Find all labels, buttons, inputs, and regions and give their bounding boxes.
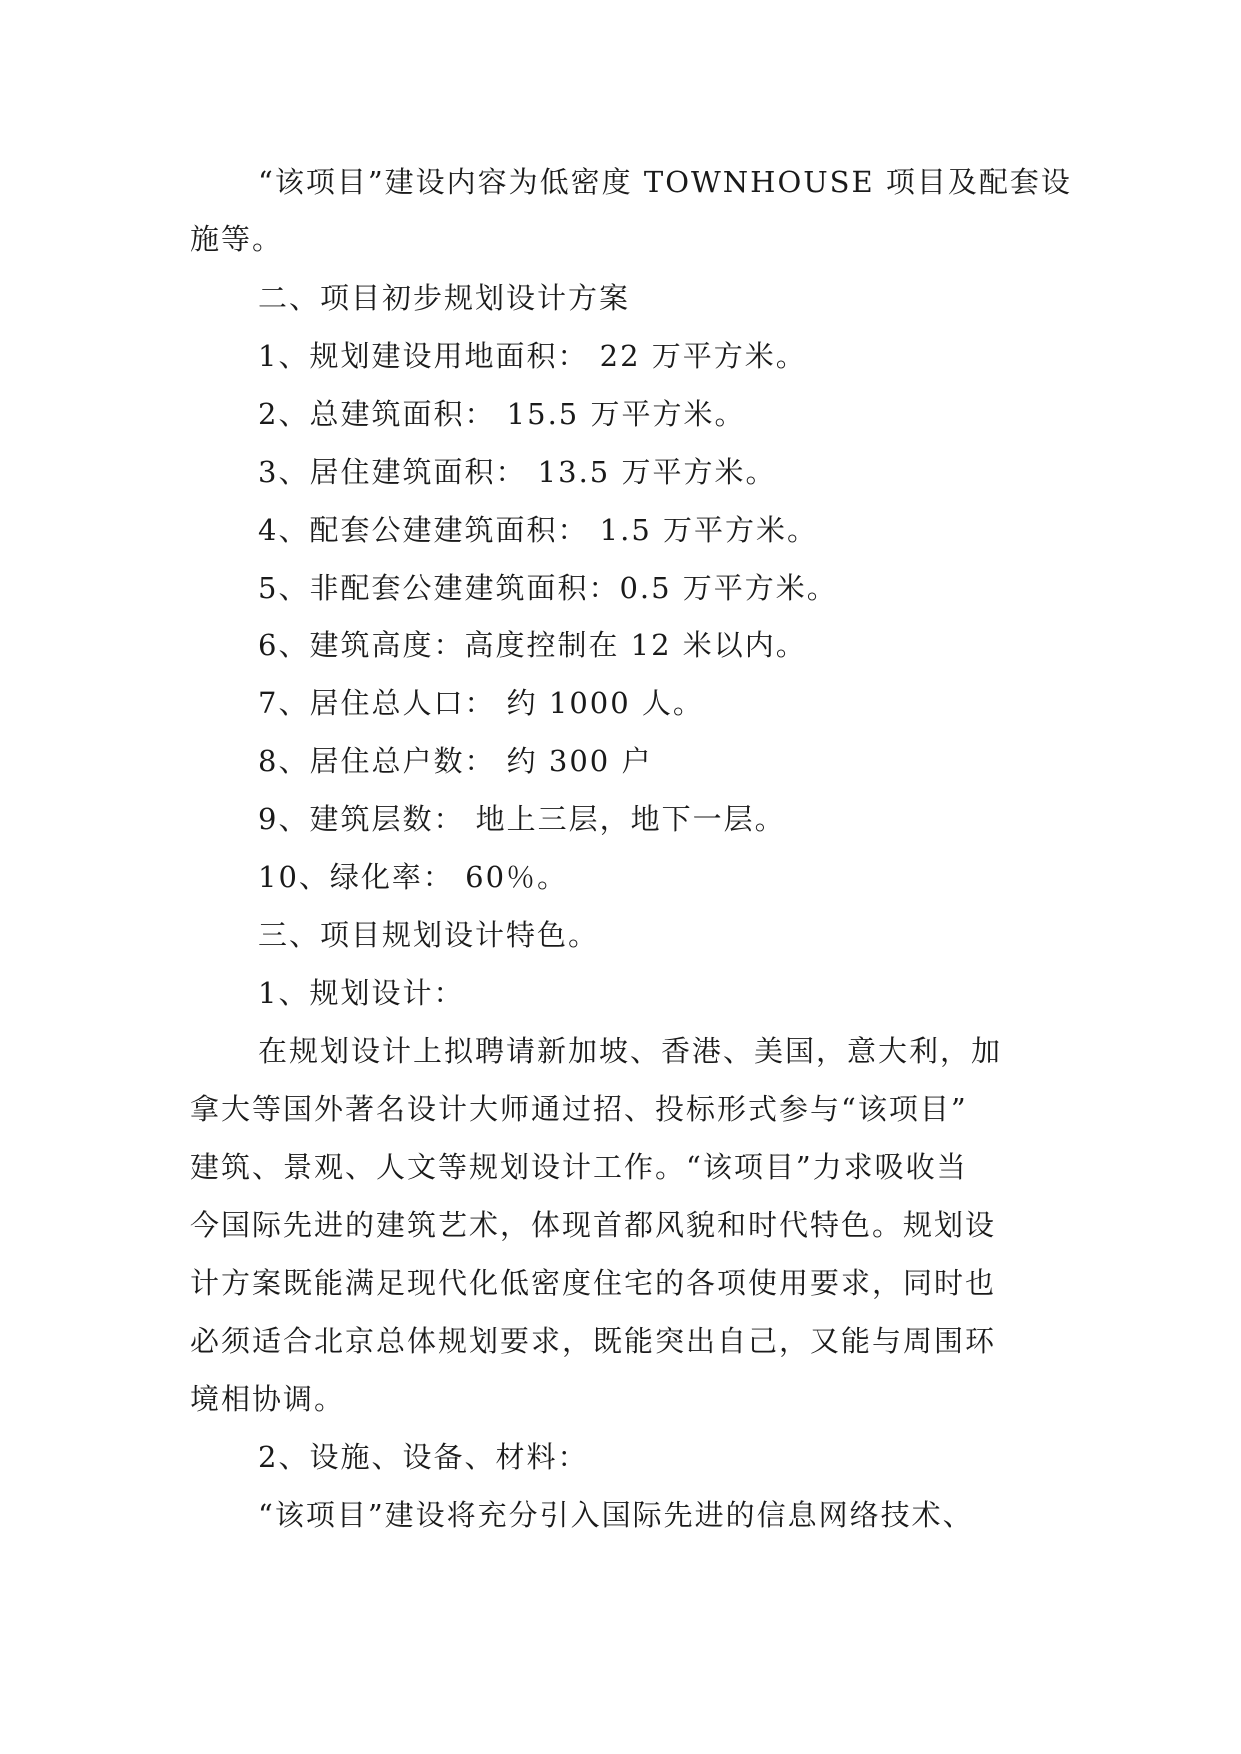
list-item: 5、非配套公建建筑面积：0.5 万平方米。 bbox=[258, 571, 838, 605]
list-item: 6、建筑高度：高度控制在 12 米以内。 bbox=[258, 628, 807, 662]
paragraph-line: 建筑、景观、人文等规划设计工作。“该项目”力求吸收当 bbox=[190, 1150, 968, 1184]
subsection-heading: 2、设施、设备、材料： bbox=[258, 1440, 589, 1474]
paragraph-line: 在规划设计上拟聘请新加坡、香港、美国，意大利，加 bbox=[258, 1034, 1003, 1068]
paragraph-line: 今国际先进的建筑艺术，体现首都风貌和时代特色。规划设 bbox=[190, 1208, 997, 1242]
list-item: 4、配套公建建筑面积： 1.5 万平方米。 bbox=[258, 513, 819, 547]
section-heading: 三、项目规划设计特色。 bbox=[258, 918, 600, 952]
subsection-heading: 1、规划设计： bbox=[258, 976, 465, 1010]
paragraph-line: 计方案既能满足现代化低密度住宅的各项使用要求，同时也 bbox=[190, 1266, 997, 1300]
list-item: 7、居住总人口： 约 1000 人。 bbox=[258, 686, 704, 720]
list-item: 2、总建筑面积： 15.5 万平方米。 bbox=[258, 397, 746, 431]
list-item: 9、建筑层数： 地上三层，地下一层。 bbox=[258, 802, 786, 836]
paragraph-line: “该项目”建设将充分引入国际先进的信息网络技术、 bbox=[258, 1498, 974, 1532]
paragraph-line: 必须适合北京总体规划要求，既能突出自己，又能与周围环 bbox=[190, 1324, 997, 1358]
text-line: 施等。 bbox=[190, 222, 284, 256]
section-heading: 二、项目初步规划设计方案 bbox=[258, 281, 631, 315]
paragraph-line: 拿大等国外著名设计大师通过招、投标形式参与“该项目” bbox=[190, 1092, 968, 1126]
list-item: 10、绿化率： 60％。 bbox=[258, 860, 569, 894]
paragraph-line: 境相协调。 bbox=[190, 1382, 346, 1416]
list-item: 1、规划建设用地面积： 22 万平方米。 bbox=[258, 339, 807, 373]
text-line: “该项目”建设内容为低密度 TOWNHOUSE 项目及配套设 bbox=[258, 165, 1072, 199]
list-item: 8、居住总户数： 约 300 户 bbox=[258, 744, 653, 778]
list-item: 3、居住建筑面积： 13.5 万平方米。 bbox=[258, 455, 777, 489]
